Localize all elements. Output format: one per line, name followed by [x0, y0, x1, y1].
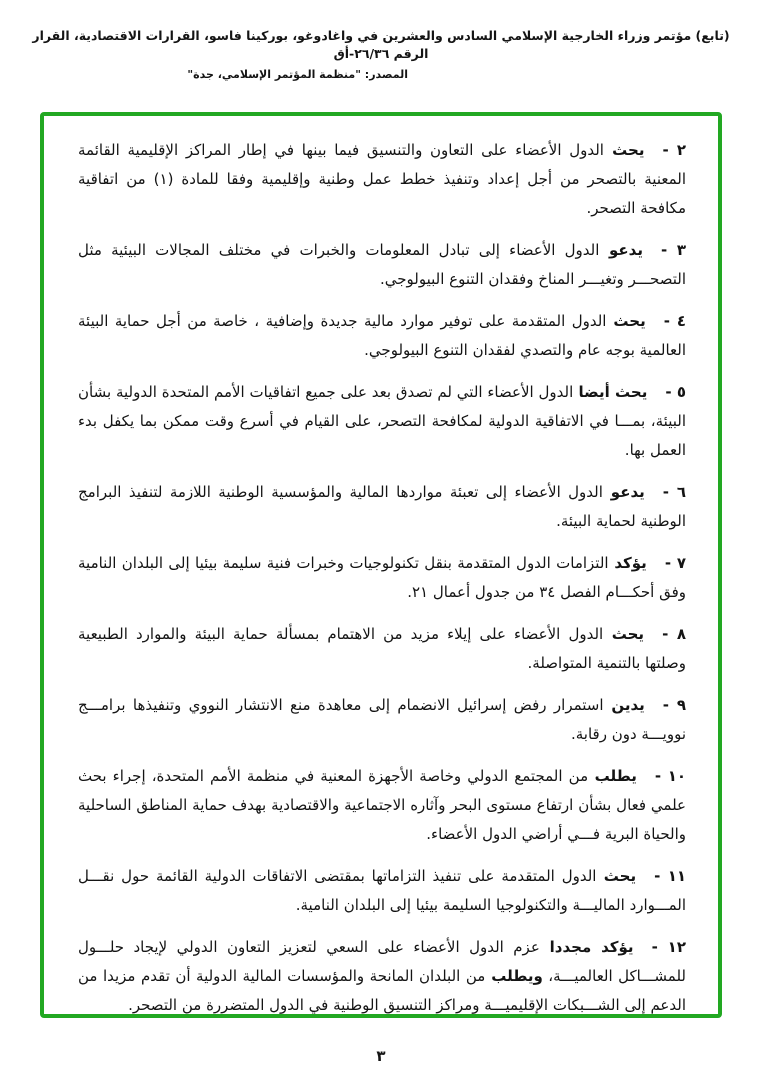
clause-text: الدول الأعضاء على التعاون والتنسيق فيما بينها في إطار المراكز الإقليمية القائمة المعنية بالتصحر من أجل إعداد وتنفيذ خطط عمل وطنية وإقليمية وفقا للمادة (١) من اتفاقية مكافحة التصحر. [78, 141, 686, 217]
resolution-clause [78, 620, 686, 678]
clause-text: من البلدان المانحة والمؤسسات المالية الدولية أن تقدم مزيدا من الدعم إلى الشـــبكات الإقليميـــة ومراكز التنسيق الوطنية في الدول المتضررة من التصحر. [78, 967, 686, 1014]
clause-text: التزامات الدول المتقدمة بنقل تكنولوجيات وخبرات فنية سليمة بيئيا إلى البلدان النامية وفق أحكـــام الفصل ٣٤ من جدول أعمال ٢١. [78, 554, 686, 601]
source-line: المصدر: "منظمة المؤتمر الإسلامي، جدة" [187, 68, 408, 81]
resolution-clause [78, 478, 686, 536]
resolution-clause [78, 691, 686, 749]
clause-text: الدول الأعضاء على إيلاء مزيد من الاهتمام بمسألة حماية البيئة والموارد الطبيعية وصلتها بالتنمية المتواصلة. [78, 625, 686, 672]
clause-operative-word: يدعو [602, 483, 645, 501]
clause-operative-word: يؤكد [608, 554, 647, 572]
clause-operative-word: ويطلب [485, 967, 543, 985]
clause-text: استمرار رفض إسرائيل الانضمام إلى معاهدة منع الانتشار النووي وتنفيذها برامـــج نوويـــة دون رقابة. [78, 696, 686, 743]
clause-number: ٥ - [665, 383, 687, 401]
resolution-clause [78, 549, 686, 607]
resolution-clause [78, 762, 686, 849]
clause-number: ١١ - [654, 867, 686, 885]
clause-operative-word: يطلب [588, 767, 637, 785]
clause-text: الدول المتقدمة على تنفيذ التزاماتها بمقتضى الاتفاقات الدولية القائمة حول نقـــل المـــوارد الماليـــة والتكنولوجيا السليمة بيئيا إلى البلدان النامية. [78, 867, 686, 914]
resolution-clause [78, 136, 686, 223]
clause-number: ٨ - [662, 625, 687, 643]
clause-number: ٦ - [662, 483, 687, 501]
clause-text: الدول الأعضاء إلى تبادل المعلومات والخبرات في مختلف المجالات البيئية مثل التصحـــر وتغيـــر المناخ وفقدان التنوع البيولوجي. [78, 241, 686, 288]
clause-operative-word: يحث أيضا [573, 383, 648, 401]
clause-operative-word: يؤكد مجددا [539, 938, 634, 956]
clause-text: الدول الأعضاء إلى تعبئة مواردها المالية والمؤسسية الوطنية اللازمة لتنفيذ البرامج الوطنية لحماية البيئة. [78, 483, 686, 530]
clause-operative-word: يحث [603, 141, 645, 159]
clause-number: ٩ - [662, 696, 686, 714]
clause-number: ٢ - [662, 141, 686, 159]
clause-number: ١٠ - [654, 767, 687, 785]
document-title: (تابع) مؤتمر وزراء الخارجية الإسلامي السادس والعشرين في واغادوغو، بوركينا فاسو، القرارات الاقتصادية، القرار الرقم ٢٦/٣٦-أق [32, 28, 730, 61]
resolution-clause [78, 307, 686, 365]
resolution-clause [78, 862, 686, 920]
clause-operative-word: يحث [606, 312, 646, 330]
clause-operative-word: يحث [596, 867, 637, 885]
clause-text: عزم الدول الأعضاء على السعي لتعزيز التعاون الدولي لإيجاد حلـــول للمشـــاكل العالميـــة، [78, 938, 686, 985]
clause-operative-word: يحث [603, 625, 645, 643]
clause-operative-word: يدعو [599, 241, 643, 259]
clause-number: ٧ - [664, 554, 686, 572]
clause-number: ١٢ - [651, 938, 686, 956]
clause-text: الدول الأعضاء التي لم تصدق بعد على جميع اتفاقيات الأمم المتحدة الدولية بشأن البيئة، بمـــا في الاتفاقية الدولية لمكافحة التصحر، على القيام في أسرع وقت ممكن بما يكفل بدء العمل بها. [78, 383, 686, 459]
resolution-clause [78, 236, 686, 294]
clause-text: من المجتمع الدولي وخاصة الأجهزة المعنية في منظمة الأمم المتحدة، إجراء بحث علمي فعال بشأن ارتفاع مستوى البحر وآثاره الاجتماعية والاقتصادية بهدف حماية المناطق الساحلية والحياة البرية فـــي أراضي الدول الأعضاء. [78, 767, 686, 843]
resolution-clause [78, 378, 686, 465]
clause-number: ٤ - [663, 312, 687, 330]
clause-number: ٣ - [660, 241, 687, 259]
resolution-box [40, 112, 722, 1018]
clause-text: الدول المتقدمة على توفير موارد مالية جديدة وإضافية ، خاصة من أجل حماية البيئة العالمية بوجه عام والتصدي لفقدان التنوع البيولوجي. [78, 312, 686, 359]
resolution-clause [78, 933, 686, 1020]
page-number: ٣ [376, 1047, 386, 1065]
page-header [26, 27, 736, 81]
clause-operative-word: يدين [603, 696, 645, 714]
